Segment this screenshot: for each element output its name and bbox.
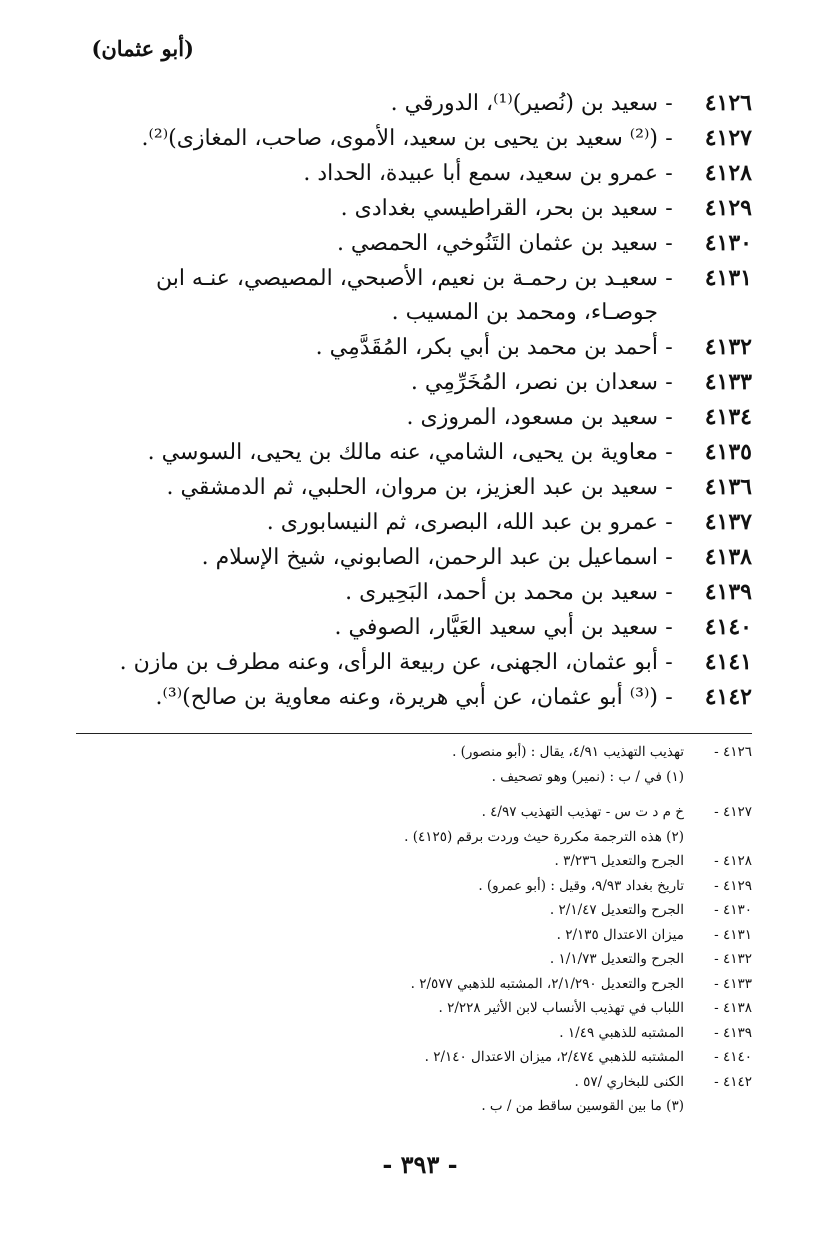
entry-dash: - bbox=[665, 580, 673, 605]
entry-number: ٤١٤١ bbox=[704, 649, 752, 675]
entry-text: سعيد بن بحر، القراطيسي بغدادى . bbox=[340, 196, 658, 221]
footnote-number: ٤١٣١ - bbox=[714, 926, 752, 943]
page-number: - ٣٩٣ - bbox=[382, 1150, 458, 1179]
footnote-text: المشتبه للذهبي ٢/٤٧٤، ميزان الاعتدال ٢/١٤٠ . bbox=[424, 1049, 684, 1065]
entry-number: ٤١٣٢ bbox=[704, 334, 752, 360]
entry-dash: - bbox=[665, 405, 673, 430]
entry-dash: - bbox=[665, 475, 673, 500]
footnote-number: ٤١٤٢ - bbox=[714, 1073, 752, 1090]
entry-4132 bbox=[92, 330, 752, 365]
entry-text: أبو عثمان، الجهنى، عن ربيعة الرأى، وعنه مطرف بن مازن . bbox=[119, 650, 658, 675]
footnote-remark-3 bbox=[92, 1094, 752, 1119]
footnote-text: تاريخ بغداد ٩/٩٣، وقيل : (أبو عمرو) . bbox=[478, 877, 684, 894]
entry-text: سعيد بن (نُصير)⁽¹⁾، الدورقي . bbox=[390, 91, 658, 116]
entry-dash: - bbox=[665, 266, 673, 291]
entry-dash: - bbox=[665, 126, 673, 151]
entry-4140 bbox=[92, 610, 752, 645]
entry-dash: - bbox=[665, 335, 673, 360]
footnote-text: (١) في / ب : (نمير) وهو تصحيف . bbox=[491, 768, 684, 785]
entry-text: سعيد بن مسعود، المروزى . bbox=[406, 405, 658, 430]
footnote-4142 bbox=[92, 1070, 752, 1095]
footnote-number: ٤١٢٨ - bbox=[714, 853, 752, 869]
footnote-text: الجرح والتعديل ٣/٢٣٦ . bbox=[554, 853, 684, 869]
footnote-text: (٢) هذه الترجمة مكررة حيث وردت برقم (٤١٢٥) . bbox=[404, 828, 684, 845]
footnote-text: الجرح والتعديل ١/١/٧٣ . bbox=[549, 951, 684, 967]
footnote-text: (٣) ما بين القوسين ساقط من / ب . bbox=[481, 1098, 684, 1114]
entry-number: ٤١٢٧ bbox=[704, 125, 752, 151]
footnote-4126 bbox=[92, 740, 752, 765]
footnote-number: ٤١٤٠ - bbox=[714, 1049, 752, 1065]
entry-4142 bbox=[92, 680, 752, 715]
entry-text: عمرو بن سعيد، سمع أبا عبيدة، الحداد . bbox=[303, 161, 658, 186]
footnote-text: الكنى للبخاري /٥٧ . bbox=[574, 1073, 684, 1090]
entry-dash: - bbox=[665, 615, 673, 640]
entry-text: سعيد بن عثمان التَنُوخي، الحمصي . bbox=[336, 231, 658, 256]
footnote-4132 bbox=[92, 947, 752, 972]
entry-text: سعيد بن محمد بن أحمد، البَحِيرى . bbox=[345, 580, 658, 605]
entry-4139 bbox=[92, 575, 752, 610]
footnote-number: ٤١٣٠ - bbox=[714, 902, 752, 918]
entry-text: سعيد بن أبي سعيد العَيَّار، الصوفي . bbox=[334, 615, 658, 640]
entry-dash: - bbox=[665, 370, 673, 395]
entry-list bbox=[92, 86, 752, 715]
footnote-list bbox=[92, 740, 752, 1119]
entry-text: سعيد بن عبد العزيز، بن مروان، الحلبي، ثم الدمشقي . bbox=[166, 475, 658, 500]
footnote-text: الجرح والتعديل ٢/١/٤٧ . bbox=[549, 902, 684, 918]
entry-number: ٤١٣٩ bbox=[704, 579, 752, 605]
entry-text: سعدان بن نصر، المُخَرِّمِي . bbox=[410, 370, 658, 395]
footnote-remark-2 bbox=[92, 825, 752, 850]
footnote-text: اللباب في تهذيب الأنساب لابن الأثير ٢/٢٢٨ . bbox=[438, 1000, 684, 1016]
entry-text: اسماعيل بن عبد الرحمن، الصابوني، شيخ الإسلام . bbox=[201, 545, 658, 570]
entry-dash: - bbox=[665, 91, 673, 116]
entry-4136 bbox=[92, 470, 752, 505]
footnote-number: ٤١٣٣ - bbox=[714, 975, 752, 992]
entry-number: ٤١٣١ bbox=[704, 265, 752, 291]
footnote-number: ٤١٣٩ - bbox=[714, 1024, 752, 1041]
footnote-4133 bbox=[92, 972, 752, 997]
footnote-number: ٤١٢٦ - bbox=[714, 744, 752, 760]
entry-4137 bbox=[92, 505, 752, 540]
footnote-text: تهذيب التهذيب ٤/٩١، يقال : (أبو منصور) . bbox=[452, 744, 684, 760]
entry-text: سعيـد بن رحمـة بن نعيم، الأصبحي، المصيصي، عنـه ابن جوصـاء، ومحمد بن المسيب . bbox=[155, 266, 658, 325]
footnote-text: المشتبه للذهبي ١/٤٩ . bbox=[559, 1024, 684, 1041]
entry-number: ٤١٢٩ bbox=[704, 195, 752, 221]
entry-4138 bbox=[92, 540, 752, 575]
footnote-number: ٤١٣٢ - bbox=[714, 951, 752, 967]
entry-text: عمرو بن عبد الله، البصرى، ثم النيسابورى . bbox=[266, 510, 658, 535]
footnote-text: ميزان الاعتدال ٢/١٣٥ . bbox=[556, 926, 684, 943]
entry-number: ٤١٣٥ bbox=[704, 439, 752, 465]
entry-number: ٤١٣٨ bbox=[704, 544, 752, 570]
entry-number: ٤١٣٠ bbox=[704, 230, 752, 256]
entry-dash: - bbox=[665, 650, 673, 675]
entry-number: ٤١٤٠ bbox=[704, 614, 752, 640]
entry-4127 bbox=[92, 121, 752, 156]
entry-4131 bbox=[92, 261, 752, 330]
entry-number: ٤١٤٢ bbox=[704, 684, 752, 710]
footnote-number: ٤١٢٧ - bbox=[714, 804, 752, 820]
footnote-number: ٤١٣٨ - bbox=[714, 1000, 752, 1016]
running-header: (أبو عثمان) bbox=[91, 36, 194, 61]
entry-4126 bbox=[92, 86, 752, 121]
entry-4130 bbox=[92, 226, 752, 261]
entry-4134 bbox=[92, 400, 752, 435]
footnote-4138 bbox=[92, 996, 752, 1021]
footnote-4129 bbox=[92, 874, 752, 899]
entry-text: معاوية بن يحيى، الشامي، عنه مالك بن يحيى، السوسي . bbox=[147, 440, 658, 465]
footnote-4131 bbox=[92, 923, 752, 948]
footnote-text: الجرح والتعديل ٢/١/٢٩٠، المشتبه للذهبي ٢/٥٧٧ . bbox=[410, 975, 684, 992]
footnote-4128 bbox=[92, 849, 752, 874]
entry-dash: - bbox=[665, 196, 673, 221]
entry-text: أحمد بن محمد بن أبي بكر، المُقَدَّمِي . bbox=[315, 335, 658, 360]
entry-4141 bbox=[92, 645, 752, 680]
entry-dash: - bbox=[665, 161, 673, 186]
entry-text: (⁽²⁾ سعيد بن يحيى بن سعيد، الأموى، صاحب، المغازى)⁽²⁾. bbox=[141, 126, 658, 151]
entry-dash: - bbox=[665, 545, 673, 570]
footnote-4139 bbox=[92, 1021, 752, 1046]
entry-4128 bbox=[92, 156, 752, 191]
entry-dash: - bbox=[665, 510, 673, 535]
entry-dash: - bbox=[665, 440, 673, 465]
entry-4133 bbox=[92, 365, 752, 400]
footnote-4127 bbox=[92, 800, 752, 825]
footnote-remark-1 bbox=[92, 765, 752, 790]
entry-number: ٤١٣٤ bbox=[704, 404, 752, 430]
entry-number: ٤١٣٦ bbox=[704, 474, 752, 500]
entry-text: (⁽³⁾ أبو عثمان، عن أبي هريرة، وعنه معاوية بن صالح)⁽³⁾. bbox=[155, 685, 658, 710]
entry-dash: - bbox=[665, 685, 673, 710]
entry-number: ٤١٢٦ bbox=[704, 90, 752, 116]
entry-dash: - bbox=[665, 231, 673, 256]
entry-4129 bbox=[92, 191, 752, 226]
entry-4135 bbox=[92, 435, 752, 470]
footnote-4140 bbox=[92, 1045, 752, 1070]
entry-number: ٤١٣٧ bbox=[704, 509, 752, 535]
entry-number: ٤١٢٨ bbox=[704, 160, 752, 186]
footnote-text: خ م د ت س - تهذيب التهذيب ٤/٩٧ . bbox=[481, 804, 684, 820]
footnote-4130 bbox=[92, 898, 752, 923]
footnote-divider bbox=[76, 733, 752, 734]
entry-number: ٤١٣٣ bbox=[704, 369, 752, 395]
footnote-number: ٤١٢٩ - bbox=[714, 877, 752, 894]
